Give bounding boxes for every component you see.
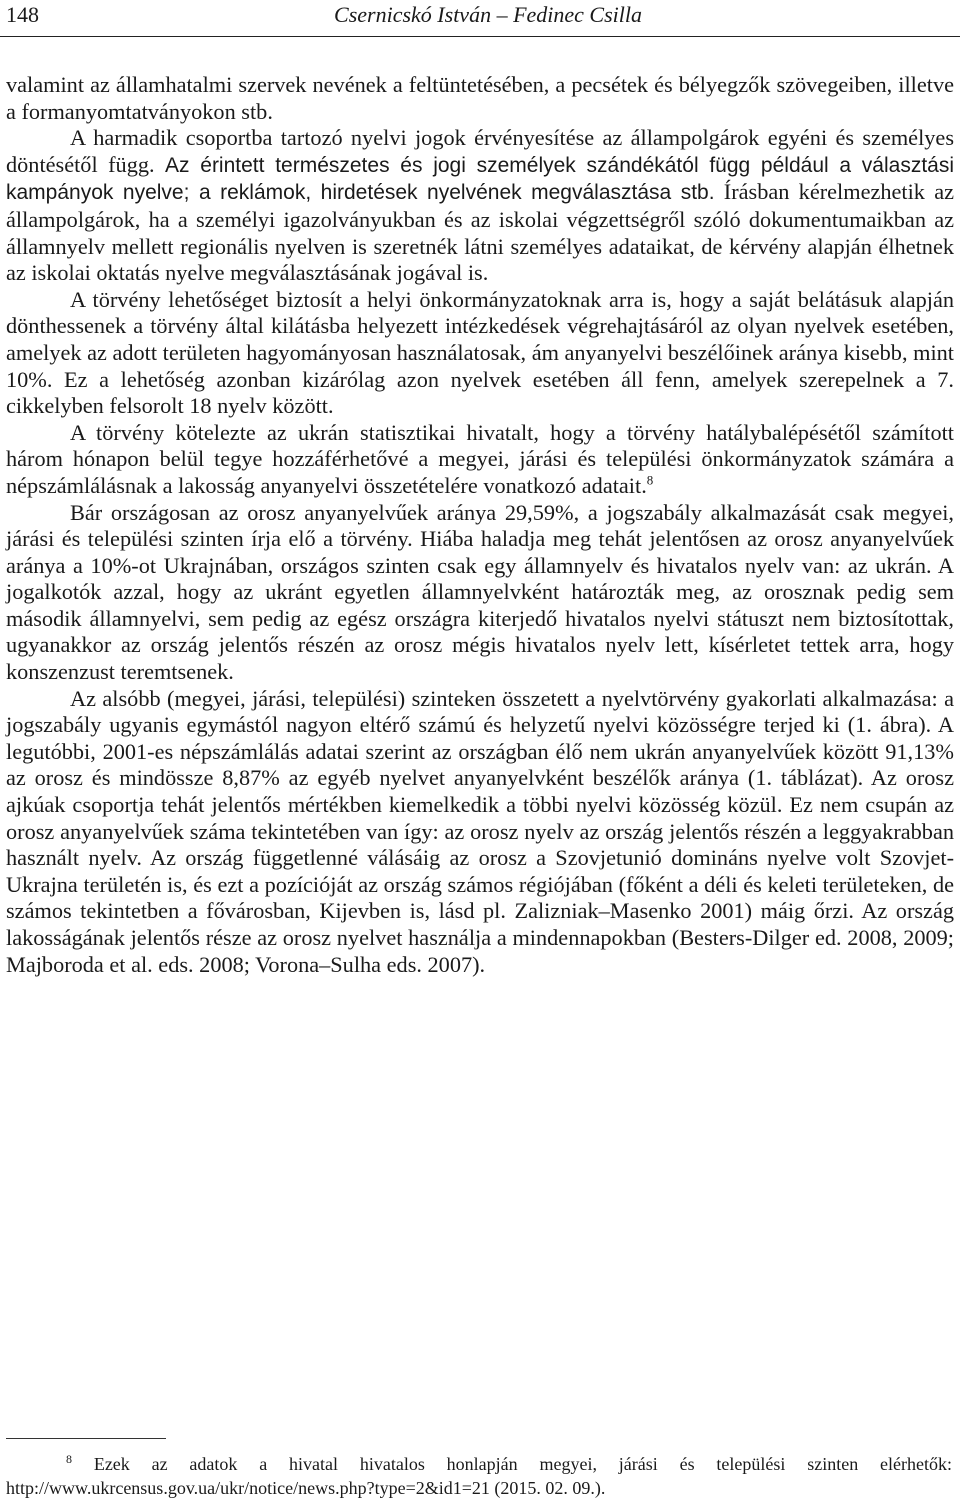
running-head: Csernicskó István – Fedinec Csilla [334, 2, 642, 27]
paragraph [6, 420, 954, 500]
paragraph-text: A harmadik csoportba tartozó nyelvi jogok érvényesítése az állampolgárok egyéni és személyes döntésétől függ. [6, 125, 954, 177]
page-number: 148 [6, 2, 39, 27]
paragraph-text: Írásban kérelmezhetik az állampolgárok, ha a személyi igazolványukban és az iskolai végzettségről szóló dokumentumaikban az államnyelv mellett regionális nyelven is szeretnék látni személyes adataikat, de kérvény alapján élhetnek az iskolai oktatás nyelve megválasztásának jogával is. [6, 179, 954, 286]
paragraph: Bár országosan az orosz anyanyelvűek aránya 29,59%, a jogszabály alkalmazását csak megyei, járási és települési szinten írja elő a törvény. Hiába haladja meg tehát jelentősen az orosz anyanyelvűek aránya a 10%-ot Ukrajnában, országos szinten csak egy államnyelv és hivatalos nyelv van: az ukrán. A jogalkotók azzal, hogy az ukránt egyetlen államnyelvként határozták meg, az orosznak pedig sem második államnyelvi, sem pedig az egész országra kiterjedő hivatalos nyelvi státuszt nem biztosítottak, ugyanakkor az ország jelentős részén az orosz mégis hivatalos nyelv lett, kísérletet tettek arra, hogy konszenzust teremtsenek. [6, 499, 954, 685]
footnote-text: Ezek az adatok a hivatal hivatalos honlapján megyei, járási és települési szinten elérhetők: http://www.ukrcensus.gov.ua/ukr/notice/news.php?type=2&id1=21 (2015. 02. 09.). [6, 1454, 952, 1498]
body-text [6, 72, 954, 978]
footnote [6, 1452, 952, 1500]
page-header [0, 0, 960, 37]
paragraph-text: A törvény kötelezte az ukrán statisztikai hivatalt, hogy a törvény hatálybalépésétől számított három hónapon belül tegye hozzáférhetővé a megyei, járási és települési önkormányzatok számára a népszámlálásnak a lakosság anyanyelvi összetételére vonatkozó adatait. [6, 419, 954, 498]
paragraph: valamint az államhatalmi szervek nevének a feltüntetésében, a pecsétek és bélyegzők szövegeiben, illetve a formanyomtatványokon stb. [6, 72, 954, 124]
paragraph: Az alsóbb (megyei, járási, települési) szinteken összetett a nyelvtörvény gyakorlati alkalmazása: a jogszabály ugyanis egymástól nagyon eltérő számú és helyzetű nyelvi közösségre terjed ki (1. ábra). A legutóbbi, 2001-es népszámlálás adatai szerint az országban élő nem ukrán anyanyelvűek között 91,13% az orosz és mindössze 8,87% az egyéb nyelvet anyanyelvként beszélők aránya (1. táblázat). Az orosz ajkúak csoportja tehát jelentős mértékben kiemelkedik a többi nyelvi közösség közül. Ez nem csupán az orosz anyanyelvűek száma tekintetében van így: az orosz nyelv az ország jelentős részén a leggyakrabban használt nyelv. Az ország függetlenné válásáig az orosz a Szovjetunió domináns nyelve volt Szovjet-Ukrajna területén is, és ezt a pozícióját az ország számos régiójában (főként a déli és keleti területeken, de számos tekintetben a fővárosban, Kijevben is, lásd pl. Zalizniak–Masenko 2001) máig őrzi. Az ország lakosságának jelentős része az orosz nyelvet használja a mindennapokban (Besters-Dilger ed. 2008, 2009; Majboroda et al. eds. 2008; Vorona–Sulha eds. 2007). [6, 685, 954, 977]
footnote-divider [6, 1438, 166, 1439]
paragraph-text-sans: Az érintett természetes és jogi személyek szándékától függ például a választási kampányok nyelve; a reklámok, hirdetések nyelvének megválasztása stb. [6, 153, 954, 205]
footnote-mark: 8 [66, 1452, 72, 1466]
paragraph [6, 125, 954, 287]
footnote-reference[interactable]: 8 [646, 472, 654, 488]
paragraph: A törvény lehetőséget biztosít a helyi önkormányzatoknak arra is, hogy a saját belátásuk alapján dönthessenek a törvény által kilátásba helyezett intézkedések végrehajtásáról az olyan nyelvek esetében, amelyek az adott területen hagyományosan használatosak, ám anyanyelvi beszélőinek aránya kisebb, mint 10%. Ez a lehetőség azonban kizárólag azon nyelvek esetében áll fenn, amelyek szerepelnek a 7. cikkelyben felsorolt 18 nyelv között. [6, 286, 954, 419]
